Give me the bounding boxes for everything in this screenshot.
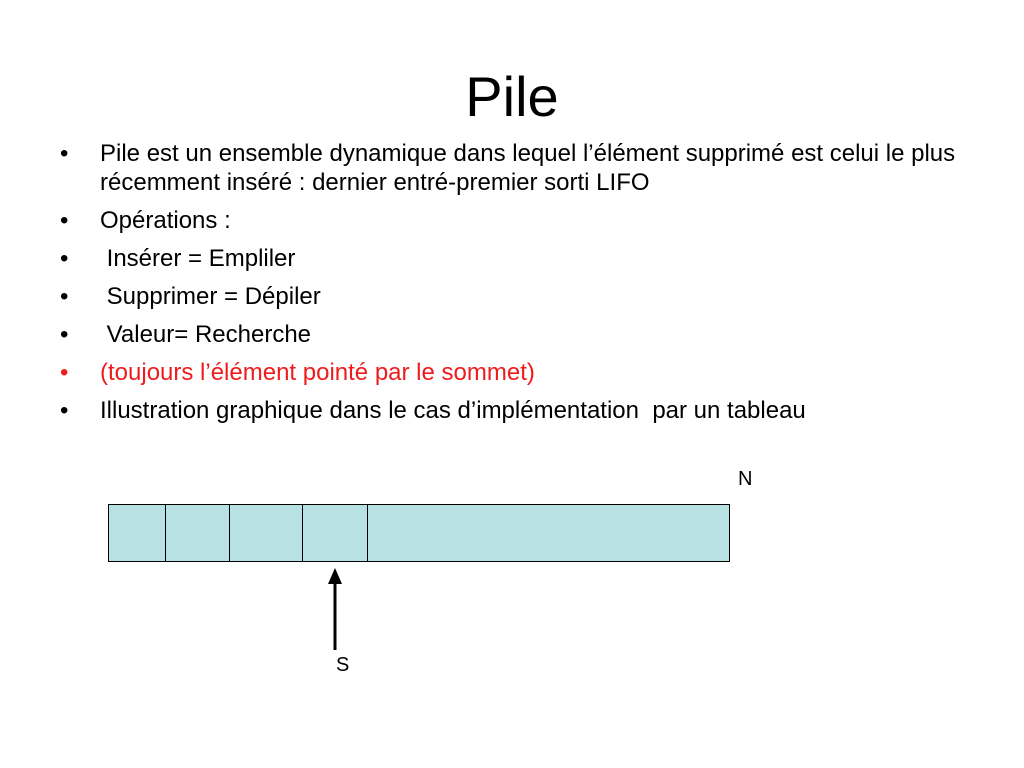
bullet-text: Valeur= Recherche <box>100 321 312 348</box>
array-cell <box>109 505 166 561</box>
bullet-marker: • <box>60 283 69 310</box>
array-cell <box>166 505 230 561</box>
array-remaining-space <box>368 505 729 561</box>
bullet-marker: • <box>60 359 69 386</box>
bullet-item-insert <box>60 244 980 273</box>
top-pointer-arrow <box>326 568 344 652</box>
bullet-text: Opérations : <box>100 207 231 234</box>
bullet-item-definition <box>60 139 980 197</box>
bullet-text: Insérer = Empliler <box>100 245 296 272</box>
bullet-marker: • <box>60 245 69 272</box>
bullet-text: Supprimer = Dépiler <box>100 283 321 310</box>
bullet-item-operations <box>60 206 980 235</box>
bullet-text: Pile est un ensemble dynamique dans lequel l’élément supprimé est celui le plus récemment inséré : dernier entré-premier sorti LIFO <box>100 140 956 196</box>
top-pointer-label: S <box>336 654 350 676</box>
arrow-shaft <box>334 582 337 650</box>
bullet-item-note <box>60 358 980 387</box>
bullet-marker: • <box>60 140 69 167</box>
arrow-head <box>328 568 342 584</box>
bullet-item-illustration <box>60 396 980 425</box>
array-cell <box>230 505 303 561</box>
stack-array <box>108 504 730 562</box>
array-cell <box>303 505 368 561</box>
bullet-marker: • <box>60 321 69 348</box>
bullet-text: Illustration graphique dans le cas d’implémentation par un tableau <box>100 397 806 424</box>
array-end-label: N <box>738 468 753 490</box>
bullet-item-value <box>60 320 980 349</box>
bullet-item-delete <box>60 282 980 311</box>
bullet-marker: • <box>60 397 69 424</box>
bullet-text: (toujours l’élément pointé par le sommet) <box>100 359 535 386</box>
bullet-marker: • <box>60 207 69 234</box>
slide-title: Pile <box>465 65 559 128</box>
bullet-list <box>60 139 980 434</box>
